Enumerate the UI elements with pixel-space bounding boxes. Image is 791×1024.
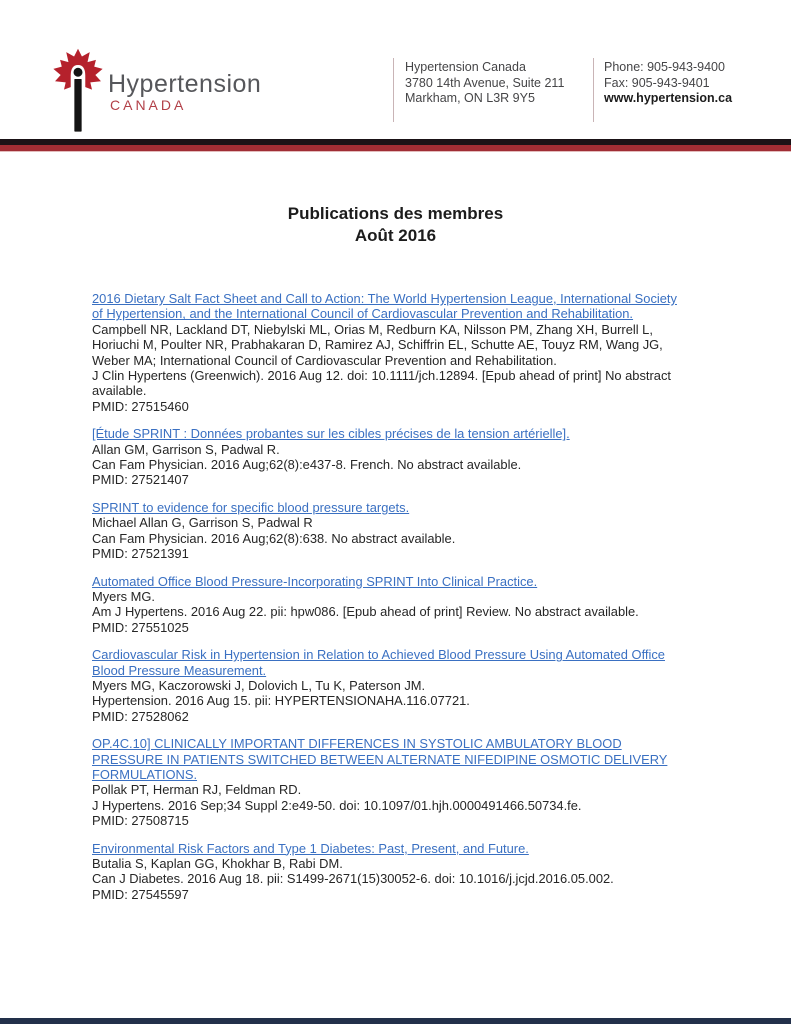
- logo-wordmark: Hypertension: [108, 70, 262, 98]
- header-divider-right: [593, 58, 594, 122]
- maple-leaf-logo-icon: [50, 47, 106, 135]
- publication-title-link[interactable]: [Étude SPRINT : Données probantes sur les cibles précises de la tension artérielle].: [92, 426, 570, 442]
- publication-citation: Can Fam Physician. 2016 Aug;62(8):e437-8. French. No abstract available.: [92, 457, 522, 473]
- publication-pmid: PMID: 27521407: [92, 472, 189, 488]
- publication-entry: [92, 291, 691, 414]
- publication-pmid: PMID: 27521391: [92, 546, 189, 562]
- publication-pmid: PMID: 27551025: [92, 619, 189, 635]
- org-name: Hypertension Canada: [405, 60, 526, 74]
- publication-citation: J Clin Hypertens (Greenwich). 2016 Aug 12. doi: 10.1111/jch.12894. [Epub ahead of print] No abstract available.: [92, 368, 671, 399]
- publication-authors: Campbell NR, Lackland DT, Niebylski ML, Orias M, Redburn KA, Nilsson PM, Zhang XH, Burrell L, Horiuchi M, Poulter NR, Prabhakaran D, Ramirez AJ, Schiffrin EL, Schutte AE, Touyz RM, Wang JG, Weber MA; International Council of Cardiovascular Prevention and Rehabilitation.: [92, 321, 663, 368]
- publication-pmid: PMID: 27545597: [92, 886, 189, 902]
- publication-title-link[interactable]: Cardiovascular Risk in Hypertension in Relation to Achieved Blood Pressure Using Automated Office Blood Pressure Measurement.: [92, 647, 665, 678]
- publication-authors: Myers MG.: [92, 588, 156, 604]
- publication-authors: Allan GM, Garrison S, Padwal R.: [92, 441, 280, 457]
- header-divider-left: [393, 58, 394, 122]
- publication-title-link[interactable]: Environmental Risk Factors and Type 1 Diabetes: Past, Present, and Future.: [92, 840, 529, 856]
- publication-citation: Can J Diabetes. 2016 Aug 18. pii: S1499-2671(15)30052-6. doi: 10.1016/j.jcjd.2016.05.002.: [92, 871, 614, 887]
- publication-citation: Can Fam Physician. 2016 Aug;62(8):638. No abstract available.: [92, 530, 456, 546]
- publication-pmid: PMID: 27508715: [92, 813, 189, 829]
- page-title-line1: Publications des membres: [287, 204, 504, 223]
- address-block: [405, 60, 564, 107]
- publication-pmid: PMID: 27528062: [92, 708, 189, 724]
- publication-authors: Pollak PT, Herman RJ, Feldman RD.: [92, 782, 302, 798]
- fax-number: Fax: 905-943-9401: [604, 75, 710, 90]
- logo-country-label: CANADA: [110, 97, 187, 113]
- rule-red-stripe: [0, 145, 791, 152]
- page-title-line2: Août 2016: [354, 226, 437, 245]
- publication-entry: [92, 426, 691, 488]
- address-line1: 3780 14th Avenue, Suite 211: [405, 75, 565, 90]
- publication-entry: [92, 647, 691, 724]
- publication-pmid: PMID: 27515460: [92, 398, 189, 414]
- publication-entry: [92, 574, 691, 636]
- address-line2: Markham, ON L3R 9Y5: [405, 91, 535, 105]
- publication-authors: Butalia S, Kaplan GG, Khokhar B, Rabi DM.: [92, 856, 343, 871]
- footer-bar: [0, 1018, 791, 1024]
- publication-title-link[interactable]: SPRINT to evidence for specific blood pressure targets.: [92, 499, 410, 515]
- publication-citation: Am J Hypertens. 2016 Aug 22. pii: hpw086. [Epub ahead of print] Review. No abstract available.: [92, 604, 639, 620]
- publication-entry: [92, 736, 691, 828]
- publication-citation: J Hypertens. 2016 Sep;34 Suppl 2:e49-50. doi: 10.1097/01.hjh.0000491466.50734.fe.: [92, 797, 582, 813]
- letterhead-rule: [0, 139, 791, 152]
- publication-entry: [92, 500, 691, 562]
- phone-number: Phone: 905-943-9400: [604, 60, 725, 74]
- publication-authors: Michael Allan G, Garrison S, Padwal R: [92, 515, 313, 531]
- publication-citation: Hypertension. 2016 Aug 15. pii: HYPERTENSIONAHA.116.07721.: [92, 693, 470, 709]
- phone-block: [604, 60, 732, 107]
- publication-title-link[interactable]: OP.4C.10] CLINICALLY IMPORTANT DIFFERENCES IN SYSTOLIC AMBULATORY BLOOD PRESSURE IN PATIENTS SWITCHED BETWEEN ALTERNATE NIFEDIPINE OSMOTIC DELIVERY FORMULATIONS.: [92, 736, 668, 782]
- publication-authors: Myers MG, Kaczorowski J, Dolovich L, Tu K, Paterson JM.: [92, 677, 426, 693]
- publication-list: [92, 291, 691, 914]
- website-url: www.hypertension.ca: [604, 91, 733, 105]
- publication-title-link[interactable]: 2016 Dietary Salt Fact Sheet and Call to Action: The World Hypertension League, International Society of Hypertension, and the International Council of Cardiovascular Prevention and Rehabilitation.: [92, 291, 677, 322]
- page-title: [0, 203, 791, 247]
- publication-entry: [92, 841, 691, 903]
- publication-title-link[interactable]: Automated Office Blood Pressure-Incorporating SPRINT Into Clinical Practice.: [92, 573, 538, 589]
